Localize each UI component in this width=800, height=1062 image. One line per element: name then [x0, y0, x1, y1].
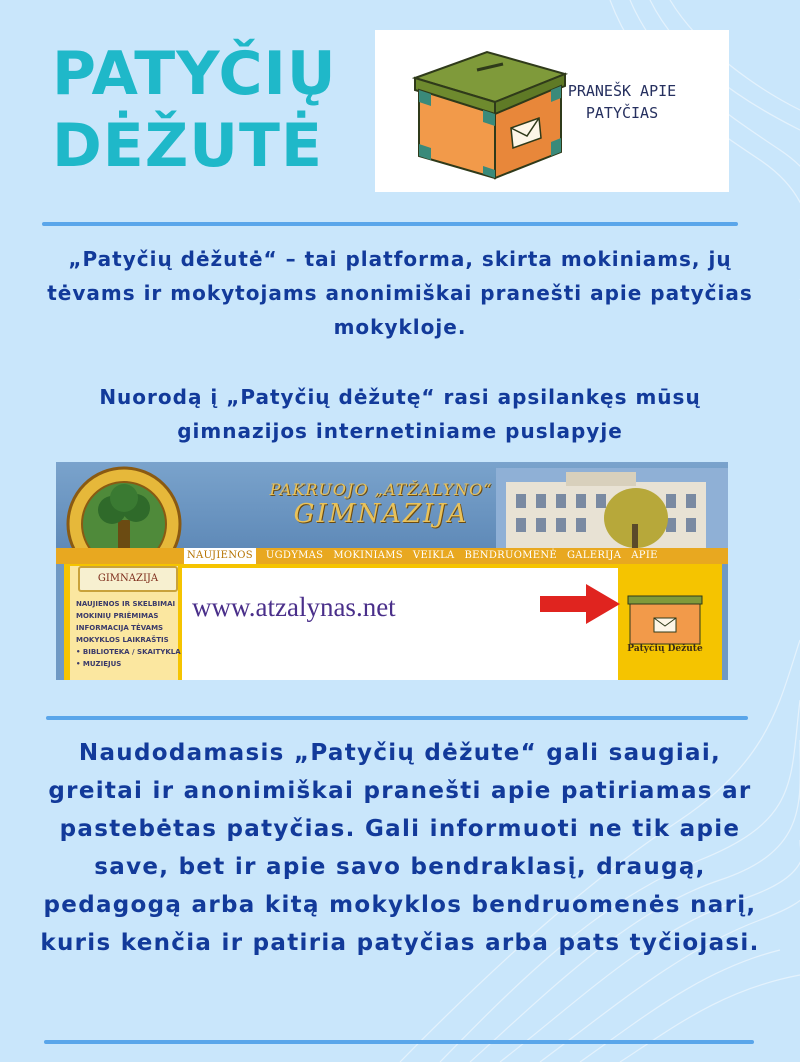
nav-item-galerija: GALERIJA — [567, 550, 622, 561]
divider-bottom — [44, 1040, 754, 1044]
page-title — [52, 38, 337, 182]
sidebar-item: MOKYKLOS LAIKRAŠTIS — [76, 636, 169, 644]
nav-item-ugdymas: UGDYMAS — [265, 550, 324, 561]
sidebar-item: INFORMACIJA TĖVAMS — [76, 624, 164, 632]
divider-middle — [46, 716, 748, 720]
report-box-icon — [624, 590, 706, 646]
sidebar-item: MOKINIŲ PRIĖMIMAS — [76, 612, 159, 620]
nav-item-apie: APIE — [631, 550, 658, 561]
website-name-line-1: PAKRUOJO „ATŽALYNO“ — [269, 480, 493, 499]
website-school-name — [236, 480, 526, 529]
intro-paragraph: „Patyčių dėžutė“ – tai platforma, skirta mokiniams, jų tėvams ir mokytojams anonimiškai pranešti apie patyčias mokykloje. — [47, 247, 753, 339]
nav-item-mokiniams: MOKINIAMS — [333, 550, 403, 561]
website-url: www.atzalynas.net — [192, 592, 396, 622]
divider-top — [42, 222, 738, 226]
body-paragraph: Naudodamasis „Patyčių dėžute“ gali saugiai, greitai ir anonimiškai pranešti apie patiriamas ar pastebėtas patyčias. Gali informuoti ne tik apie save, bet ir apie savo bendraklasį, draugą, pedagogą arba kitą mokyklos bendruomenės narį, kuris kenčia ir patiria patyčias arba pats tyčiojasi. — [40, 740, 760, 956]
logo-caption-line-1: PRANEŠK APIE — [567, 82, 677, 100]
link-hint-paragraph: Nuorodą į „Patyčių dėžutę“ rasi apsilankęs mūsų gimnazijos internetiniame puslapyje — [99, 385, 701, 443]
website-nav — [56, 548, 728, 564]
sidebar-item: • BIBLIOTEKA / SKAITYKLA — [76, 648, 181, 656]
logo-caption — [567, 80, 677, 124]
logo-caption-line-2: PATYČIAS — [585, 104, 659, 122]
title-line-2: DĖŽUTĖ — [52, 111, 323, 181]
website-badge: GIMNAZIJA — [78, 566, 178, 592]
nav-item-veikla: VEIKLA — [412, 550, 455, 561]
sidebar-item: NAUJIENOS IR SKELBIMAI — [76, 600, 176, 608]
nav-item-naujienos: NAUJIENOS — [184, 548, 256, 564]
website-name-line-2: GIMNAZIJA — [293, 499, 469, 529]
title-line-1: PATYČIŲ — [52, 39, 337, 109]
report-box-caption: Patyčių Dėžutė — [627, 644, 703, 654]
website-screenshot — [56, 462, 728, 680]
nav-item-bendruomene: BENDRUOMENĖ — [464, 550, 557, 561]
school-building-photo — [496, 468, 728, 548]
sidebar-item: • MUZIEJUS — [76, 660, 122, 668]
report-box-logo — [375, 30, 729, 192]
red-arrow-icon — [540, 584, 620, 624]
